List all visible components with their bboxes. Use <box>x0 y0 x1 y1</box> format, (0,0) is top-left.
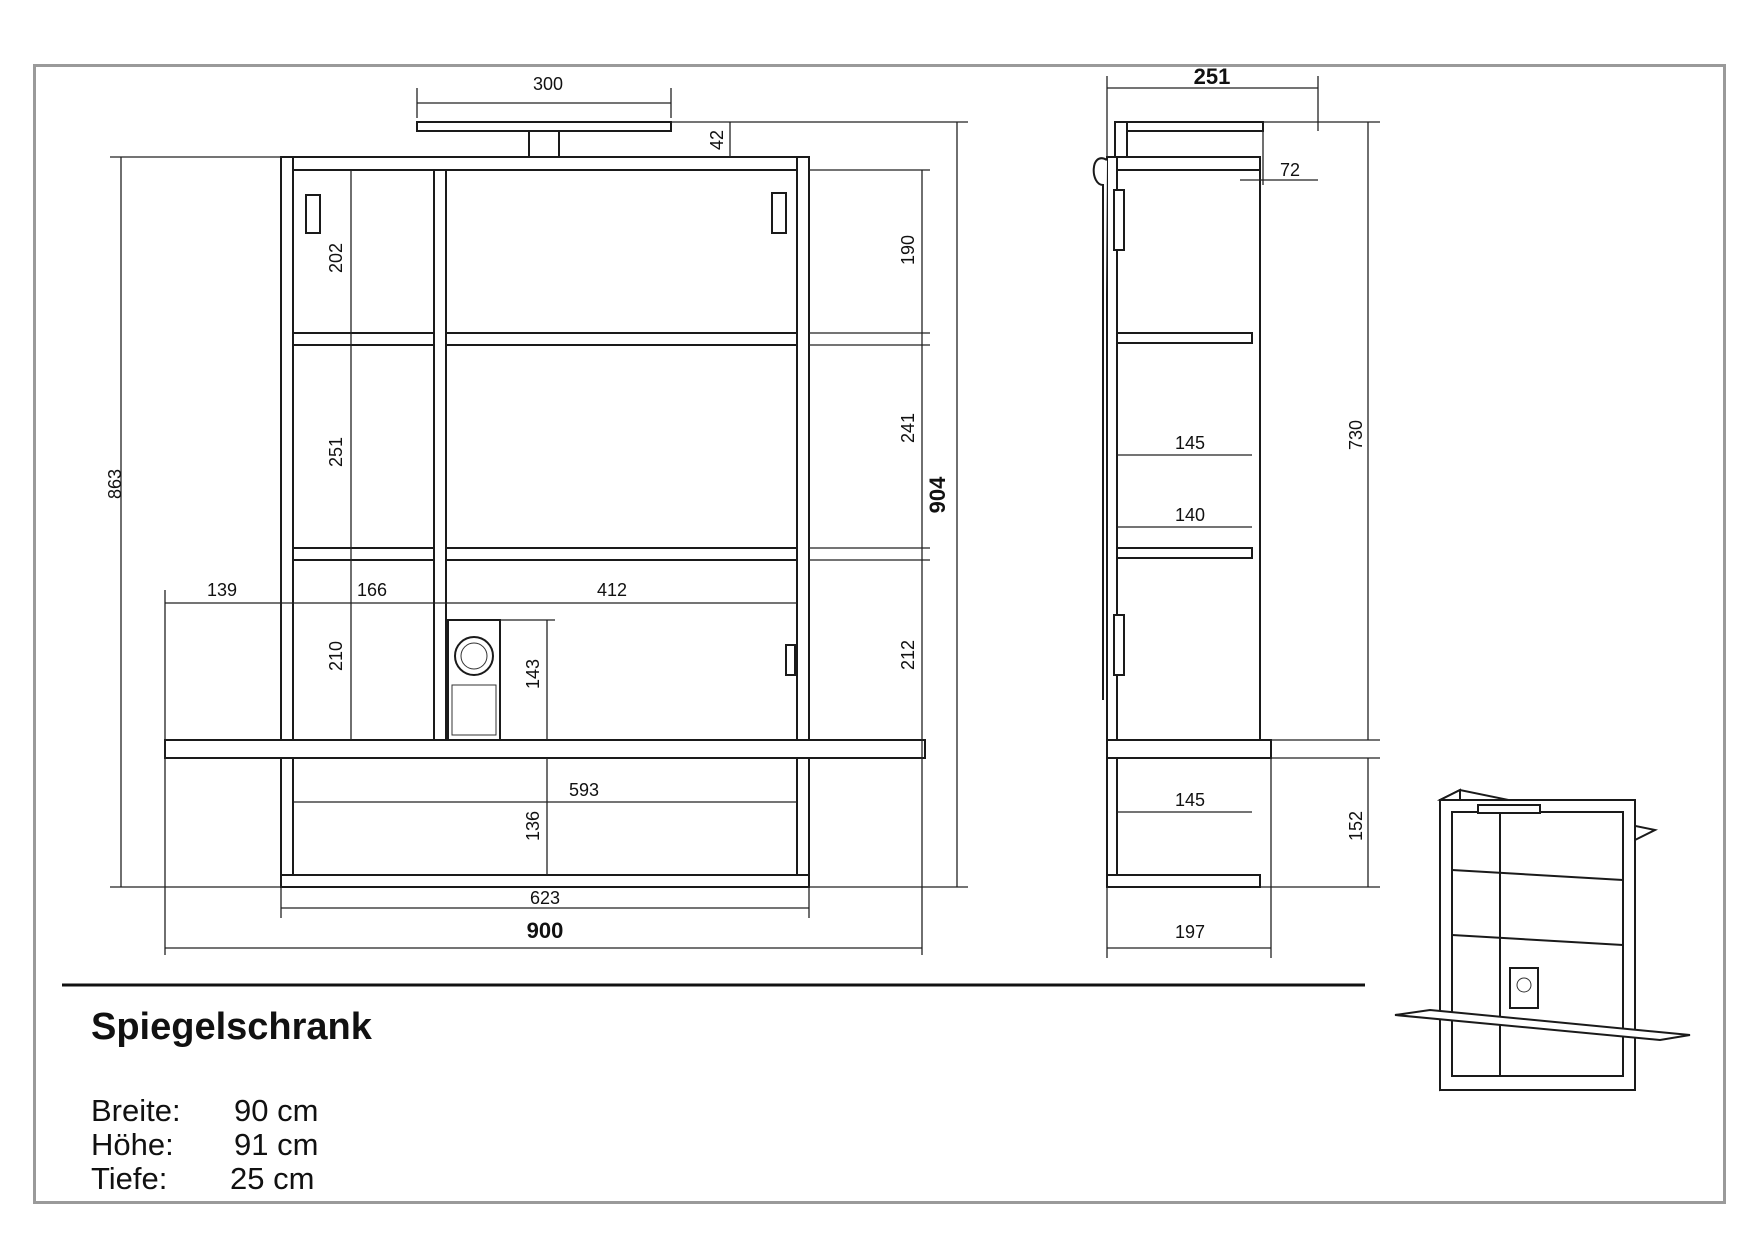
dim-total-height: 904 <box>925 476 950 514</box>
hinge-right-bottom <box>786 645 795 675</box>
isometric-view <box>1395 790 1690 1090</box>
dim-side-depth: 251 <box>1193 64 1231 89</box>
dim-right-top: 190 <box>898 234 918 266</box>
hinge-right-top <box>772 193 786 233</box>
shelf-left-upper <box>293 333 434 345</box>
dim-left-mid: 251 <box>326 436 346 468</box>
lower-right-wall <box>797 758 809 875</box>
hinge-left-top <box>306 195 320 233</box>
front-view <box>105 74 968 955</box>
dim-lamp-gap: 42 <box>707 129 727 151</box>
shelf-right-upper <box>446 333 797 345</box>
side-hinge-bottom <box>1114 615 1124 675</box>
side-view <box>1094 64 1380 958</box>
shelf-right-lower <box>446 548 797 560</box>
side-shelf-lower <box>1117 548 1252 558</box>
lamp-stem <box>529 131 559 157</box>
dim-body-height: 863 <box>105 468 125 500</box>
dim-right-bottom: 212 <box>898 639 918 671</box>
top-panel <box>281 157 809 170</box>
spec-depth-value: 25 cm <box>230 1161 315 1196</box>
dim-shelf-depth: 140 <box>1174 505 1206 525</box>
dim-lamp-width: 300 <box>532 74 564 94</box>
dim-lower-height: 152 <box>1346 810 1366 842</box>
center-divider <box>434 170 446 740</box>
dim-body-width: 623 <box>529 888 561 908</box>
bottom-panel <box>281 875 809 887</box>
shelf-left-lower <box>293 548 434 560</box>
spec-height-value: 91 cm <box>234 1127 319 1162</box>
left-wall <box>281 157 293 740</box>
side-wide-shelf <box>1107 740 1271 758</box>
dim-inner-depth-lower: 145 <box>1174 790 1206 810</box>
dim-bottom-opening-height: 136 <box>523 810 543 842</box>
right-wall <box>797 157 809 740</box>
dim-left-bottom: 210 <box>326 640 346 672</box>
side-hinge-top <box>1114 190 1124 250</box>
spec-height-label: Höhe: <box>91 1127 174 1162</box>
dim-lamp-depth: 72 <box>1279 160 1301 180</box>
dim-socket-height: 143 <box>523 658 543 690</box>
side-shelf-upper <box>1117 333 1252 343</box>
spec-width-label: Breite: <box>91 1093 181 1128</box>
dim-left-top: 202 <box>326 242 346 274</box>
side-bottom <box>1107 875 1260 887</box>
product-title: Spiegelschrank <box>91 1006 372 1048</box>
side-cable <box>1094 158 1107 700</box>
dim-inner-depth-upper: 145 <box>1174 433 1206 453</box>
wide-shelf <box>165 740 925 758</box>
dim-right-width: 412 <box>596 580 628 600</box>
dim-bottom-opening-width: 593 <box>568 780 600 800</box>
side-lamp-bar <box>1127 122 1263 131</box>
side-lamp-stem <box>1115 122 1127 157</box>
dim-bottom-depth: 197 <box>1174 922 1206 942</box>
lower-left-wall <box>281 758 293 875</box>
dim-upper-height: 730 <box>1346 419 1366 451</box>
spec-width-value: 90 cm <box>234 1093 319 1128</box>
spec-depth-label: Tiefe: <box>91 1161 168 1196</box>
dim-overhang-left: 139 <box>206 580 238 600</box>
side-top-panel <box>1117 157 1260 170</box>
dim-left-width: 166 <box>356 580 388 600</box>
side-lower-back <box>1107 758 1117 875</box>
dim-right-mid: 241 <box>898 412 918 444</box>
dim-total-width: 900 <box>526 918 564 943</box>
lamp-bar <box>417 122 671 131</box>
